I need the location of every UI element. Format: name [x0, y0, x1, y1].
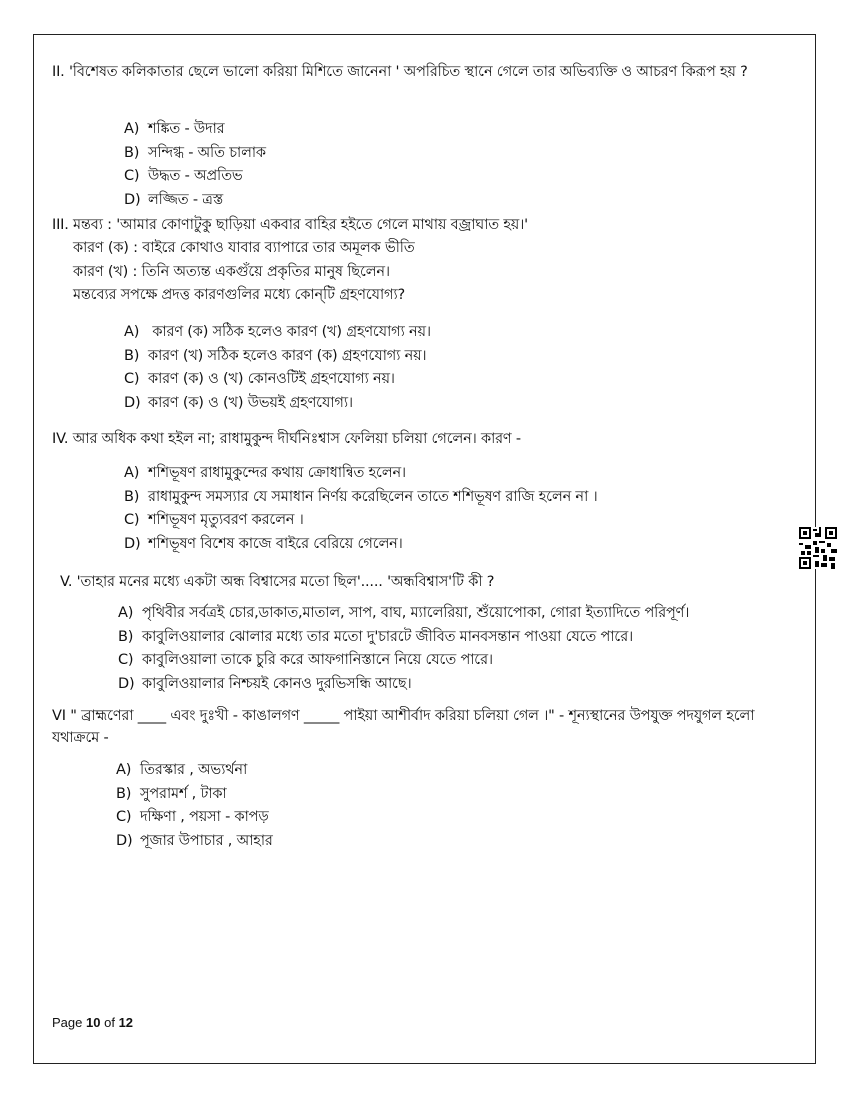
option-b: B) কারণ (খ) সঠিক হলেও কারণ (ক) গ্রহণযোগ্য নয়।	[124, 347, 427, 364]
option-a: A) শশিভূষণ রাধামুকুন্দের কথায় ক্রোধান্বিত হলেন।	[124, 465, 406, 481]
option-a: A) পৃথিবীর সর্বত্রই চোর,ডাকাত,মাতাল, সাপ, বাঘ, ম্যালেরিয়া, শুঁয়োপোকা, গোরা ইত্যাদিতে পরিপূর্ণ।	[118, 605, 690, 621]
option-c: C) শশিভূষণ মৃত্যুবরণ করলেন ।	[124, 512, 304, 528]
option-a: A) কারণ (ক) সঠিক হলেও কারণ (খ) গ্রহণযোগ্য নয়।	[124, 324, 431, 340]
question-4-options	[124, 462, 598, 556]
option-b: B) সন্দিগ্ধ - অতি চালাক	[124, 144, 266, 161]
option-d: D) কাবুলিওয়ালার নিশ্চয়ই কোনও দুরভিসন্ধি আছে।	[118, 675, 412, 692]
option-c: C) দক্ষিণা , পয়সা - কাপড়	[116, 809, 269, 825]
page-number: Page 10 of 12	[52, 1015, 134, 1030]
question-5: V. 'তাহার মনের মধ্যে একটা অন্ধ বিশ্বাসের মতো ছিল'..... 'অন্ধবিশ্বাস'টি কী ?	[60, 574, 495, 590]
option-d: D) পূজার উপাচার , আহার	[116, 832, 273, 849]
reason-prompt: মন্তব্যের সপক্ষে প্রদত্ত কারণগুলির মধ্যে কোন্‌টি গ্রহণযোগ্য?	[73, 287, 406, 303]
question-2-options	[124, 118, 266, 212]
qr-code-icon	[799, 527, 837, 569]
option-a: A) তিরস্কার , অভ্যর্থনা	[116, 762, 248, 778]
question-3: III. মন্তব্য : 'আমার কোণাটুকু ছাড়িয়া একবার বাহির হইতে গেলে মাথায় বজ্রাঘাত হয়।'	[52, 217, 528, 233]
option-c: C) কারণ (ক) ও (খ) কোনওটিই গ্রহণযোগ্য নয়।	[124, 371, 395, 387]
question-5-options	[118, 602, 689, 696]
question-3-options	[124, 321, 431, 415]
option-d: D) কারণ (ক) ও (খ) উভয়ই গ্রহণযোগ্য।	[124, 394, 353, 411]
question-6: VI " ব্রাহ্মণেরা ____ এবং দুঃখী - কাঙালগণ _____ পাইয়া আশীর্বাদ করিয়া চলিয়া গেল ।" - শূন্যস্থানের উপযুক্ত পদযুগল হলো যথাক্রমে -	[52, 708, 755, 746]
option-d: D) লজ্জিত - ত্রস্ত	[124, 191, 223, 208]
question-2: II. 'বিশেষত কলিকাতার ছেলে ভালো করিয়া মিশিতে জানেনা ' অপরিচিত স্থানে গেলে তার অভিব্যক্তি ও আচরণ কিরূপ হয় ?	[52, 64, 748, 80]
option-b: B) সুপরামর্শ , টাকা	[116, 785, 227, 802]
option-b: B) কাবুলিওয়ালার ঝোলার মধ্যে তার মতো দু'চারটে জীবিত মানবসন্তান পাওয়া যেতে পারে।	[118, 628, 633, 645]
question-4: IV. আর অধিক কথা হইল না; রাধামুকুন্দ দীর্ঘনিঃশ্বাস ফেলিয়া চলিয়া গেলেন। কারণ -	[52, 431, 521, 447]
question-6-options	[116, 759, 273, 853]
option-b: B) রাধামুকুন্দ সমস্যার যে সমাধান নির্ণয় করেছিলেন তাতে শশিভূষণ রাজি হলেন না ।	[124, 488, 598, 505]
option-a: A) শঙ্কিত - উদার	[124, 121, 225, 137]
option-c: C) উদ্ধত - অপ্রতিভ	[124, 168, 243, 184]
option-d: D) শশিভূষণ বিশেষ কাজে বাইরে বেরিয়ে গেলেন।	[124, 535, 403, 552]
reason-ka: কারণ (ক) : বাইরে কোথাও যাবার ব্যাপারে তার অমূলক ভীতি	[73, 240, 415, 256]
question-3-reasons	[73, 237, 415, 308]
option-c: C) কাবুলিওয়ালা তাকে চুরি করে আফগানিস্তানে নিয়ে যেতে পারে।	[118, 652, 493, 668]
reason-kha: কারণ (খ) : তিনি অত্যন্ত একগুঁয়ে প্রকৃতির মানুষ ছিলেন।	[73, 263, 390, 280]
